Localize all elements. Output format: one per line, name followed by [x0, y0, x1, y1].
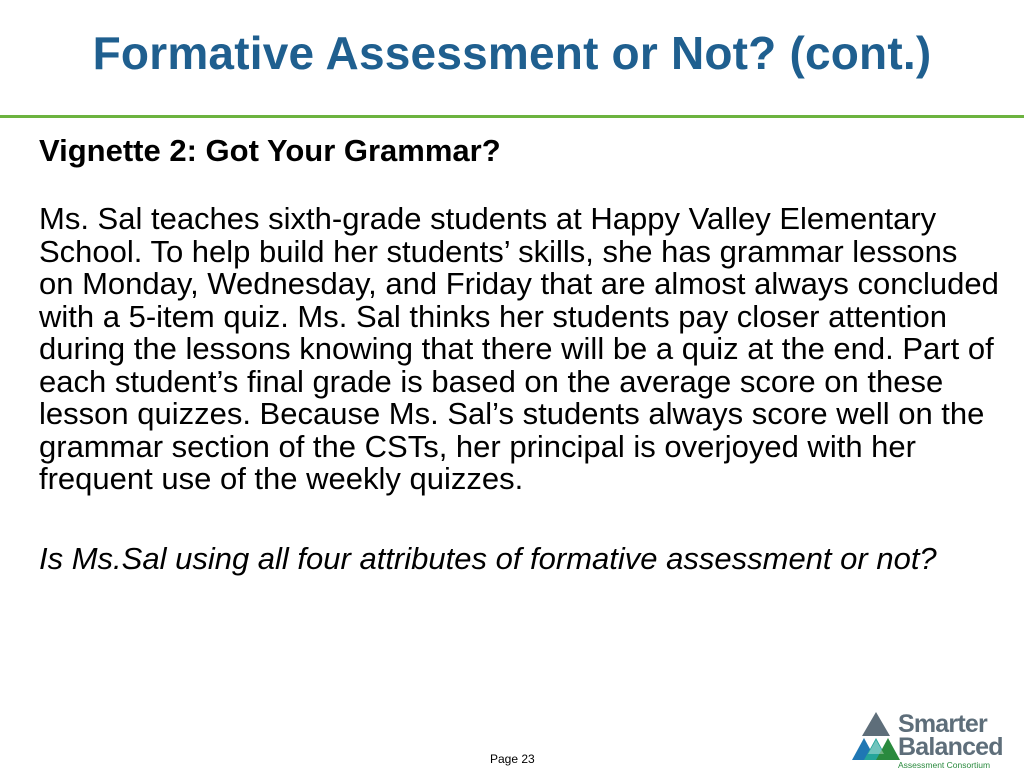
logo-word-balanced: Balanced: [898, 733, 1003, 761]
logo-triangle-top: [862, 712, 890, 736]
smarter-balanced-logo: [852, 710, 1024, 768]
triangle-logo-icon: [852, 710, 900, 766]
reflection-question: Is Ms.Sal using all four attributes of formative assessment or not?: [39, 540, 937, 576]
slide-body: [39, 132, 999, 575]
title-divider: [0, 115, 1024, 118]
logo-triangle-inner: [868, 740, 884, 754]
page-number: Page 23: [490, 752, 535, 766]
slide-title: Formative Assessment or Not? (cont.): [92, 27, 932, 79]
logo-word-smarter: Smarter: [898, 710, 987, 738]
vignette-paragraph: Ms. Sal teaches sixth-grade students at Happy Valley Elementary School. To help build her students’ skills, she has grammar lessons on Monday, Wednesday, and Friday that are almost always concluded with a 5-item quiz. Ms. Sal thinks her students pay closer attention during the lessons knowing that there will be a quiz at the end. Part of each student’s final grade is based on the average score on these lesson quizzes. Because Ms. Sal’s students always score well on the grammar section of the CSTs, her principal is overjoyed with her frequent use of the weekly quizzes.: [39, 201, 999, 496]
vignette-heading: Vignette 2: Got Your Grammar?: [39, 133, 501, 168]
logo-tagline: Assessment Consortium: [898, 760, 991, 768]
